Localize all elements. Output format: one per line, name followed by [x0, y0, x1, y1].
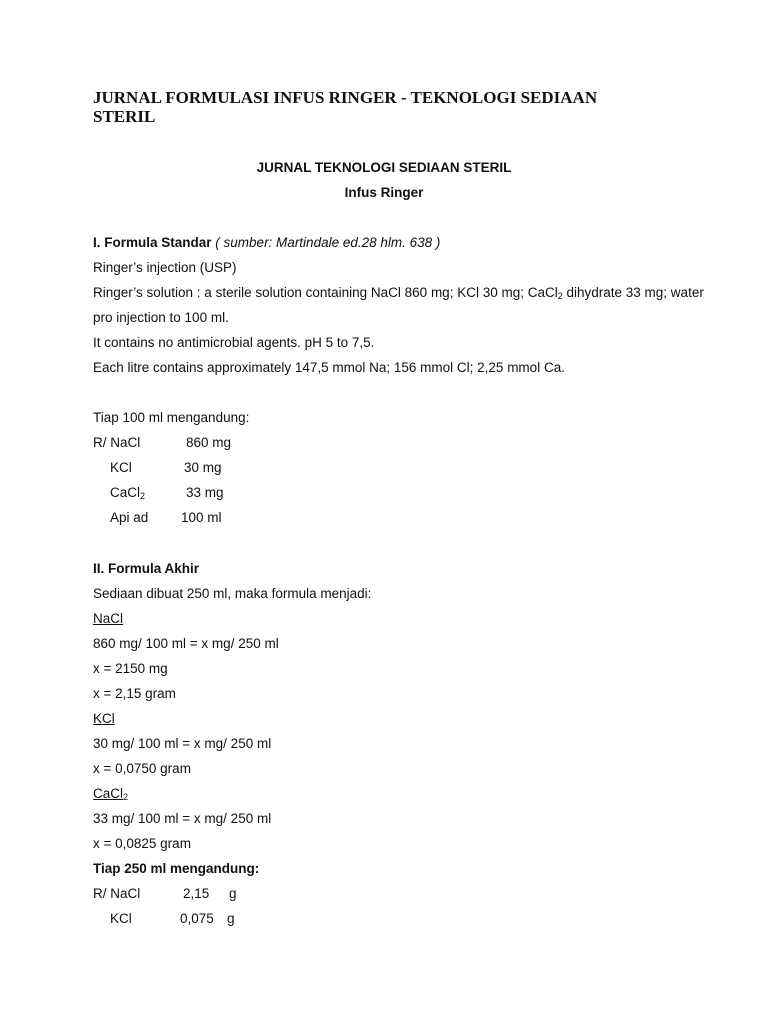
section-1-heading-line	[93, 234, 440, 252]
s2-row-name: R/ NaCl	[93, 886, 141, 901]
section-1-heading: I. Formula Standar	[93, 235, 212, 250]
s1-row-value: 860 mg	[186, 435, 232, 450]
s2-nacl-x2: x = 2,15 gram	[93, 686, 176, 701]
section-1-source: ( sumber: Martindale ed.28 hlm. 638 )	[215, 235, 441, 250]
s1-line-2-a: Ringer’s solution : a sterile solution containing NaCl 860 mg; KCl 30 mg; CaCl	[93, 285, 558, 300]
s1-line-4: It contains no antimicrobial agents. pH 5 to 7,5.	[93, 335, 375, 350]
section-2-heading: II. Formula Akhir	[93, 561, 200, 576]
s1-line-2-sub: 2	[557, 291, 563, 301]
s1-line-5: Each litre contains approximately 147,5 mmol Na; 156 mmol Cl; 2,25 mmol Ca.	[93, 360, 565, 375]
s2-kcl-eq: 30 mg/ 100 ml = x mg/ 250 ml	[93, 736, 272, 751]
s2-row-value: 2,15	[183, 886, 210, 901]
s1-row-name: Api ad	[110, 510, 149, 525]
s2-nacl-label: NaCl	[93, 611, 124, 626]
s2-cacl-sub: 2	[123, 792, 129, 802]
s1-line-2-b: dihydrate 33 mg; water	[562, 285, 704, 300]
document-title: JURNAL FORMULASI INFUS RINGER - TEKNOLOGI SEDIAAN STERIL	[93, 88, 598, 126]
s1-row-name-cacl2	[110, 484, 145, 502]
s2-cacl-eq: 33 mg/ 100 ml = x mg/ 250 ml	[93, 811, 272, 826]
s1-row-sub: 2	[140, 491, 146, 501]
s2-row-unit: g	[229, 886, 237, 901]
s1-row-name: R/ NaCl	[93, 435, 141, 450]
s2-row-name: KCl	[110, 911, 132, 926]
s2-nacl-eq: 860 mg/ 100 ml = x mg/ 250 ml	[93, 636, 279, 651]
s2-cacl-label	[93, 785, 128, 803]
s1-row-value: 30 mg	[184, 460, 222, 475]
s1-line-3: pro injection to 100 ml.	[93, 310, 229, 325]
s2-cacl-name: CaCl	[93, 786, 124, 801]
s1-row-value: 100 ml	[181, 510, 222, 525]
s2-row-value: 0,075	[180, 911, 214, 926]
s1-row-value: 33 mg	[186, 485, 224, 500]
s1-tiap: Tiap 100 ml mengandung:	[93, 410, 250, 425]
s1-row-name: KCl	[110, 460, 132, 475]
s1-line-1: Ringer’s injection (USP)	[93, 260, 237, 275]
s2-nacl-x1: x = 2150 mg	[93, 661, 168, 676]
journal-heading: JURNAL TEKNOLOGI SEDIAAN STERIL	[256, 160, 512, 175]
journal-subheading: Infus Ringer	[344, 185, 424, 200]
s2-tiap: Tiap 250 ml mengandung:	[93, 861, 260, 876]
s2-intro: Sediaan dibuat 250 ml, maka formula menjadi:	[93, 586, 372, 601]
s2-row-unit: g	[227, 911, 235, 926]
s1-line-2	[93, 284, 704, 302]
s2-kcl-label: KCl	[93, 711, 115, 726]
s1-row-name: CaCl	[110, 485, 141, 500]
s2-cacl-x: x = 0,0825 gram	[93, 836, 191, 851]
s2-kcl-x: x = 0,0750 gram	[93, 761, 191, 776]
